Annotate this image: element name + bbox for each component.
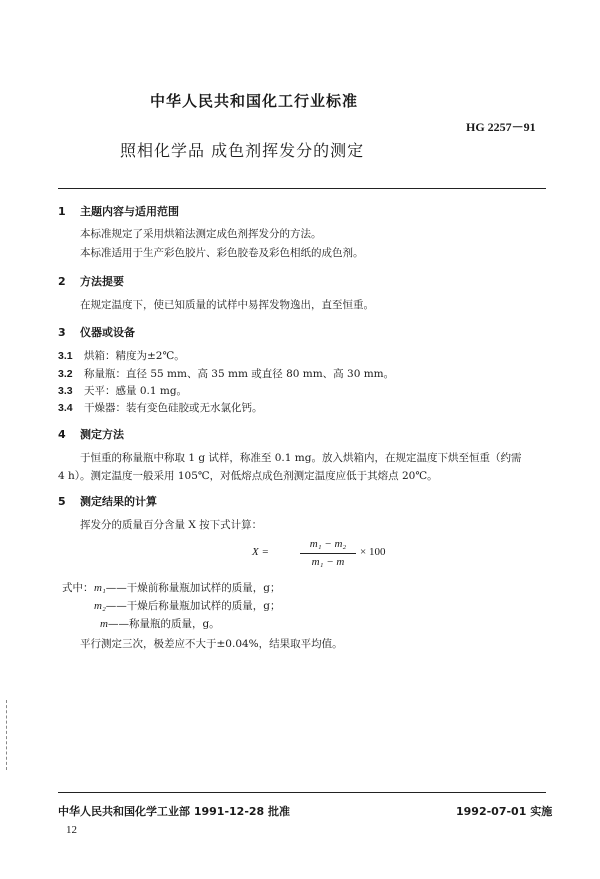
variable-symbol: m₁: [94, 582, 106, 594]
standard-header-title: 中华人民共和国化工行业标准: [150, 92, 359, 110]
formula-numerator: m₁ − m₂: [309, 538, 347, 550]
variable-definition: [94, 598, 281, 613]
section-title: 方法提要: [80, 275, 124, 288]
list-item: [58, 366, 394, 381]
variable-symbol: m₂: [94, 600, 106, 612]
item-text: 干燥器：装有变色硅胶或无水氯化钙。: [84, 402, 263, 414]
section-4-paragraph-line-2: 4 h）。测定温度一般采用 105℃，对低熔点成色剂测定温度应低于其熔点 20℃。: [58, 470, 438, 482]
item-number: 3.1: [58, 350, 73, 362]
formula-rhs: × 100: [360, 546, 386, 558]
section-number: 1: [58, 205, 66, 218]
footer-rule: [58, 792, 546, 793]
section-4-heading: [58, 426, 124, 442]
section-2-paragraph-1: 在规定温度下，使已知质量的试样中易挥发物逸出，直至恒重。: [80, 299, 374, 311]
section-3-heading: [58, 324, 135, 340]
section-number: 4: [58, 428, 66, 441]
section-1-paragraph-2: 本标准适用于生产彩色胶片、彩色胶卷及彩色相纸的成色剂。: [80, 247, 364, 259]
fraction-bar: [300, 553, 356, 554]
list-item: [58, 400, 263, 415]
section-4-paragraph-line-1: 于恒重的称量瓶中称取 1 g 试样，称准至 0.1 mg。放入烘箱内，在规定温度下烘至恒重（约需: [80, 452, 522, 464]
section-number: 3: [58, 326, 66, 339]
where-label: 式中：: [62, 582, 94, 594]
header-rule: [58, 188, 546, 189]
scan-margin-mark: [6, 700, 8, 770]
variable-symbol: m: [100, 618, 108, 630]
list-item: [58, 383, 187, 398]
formula-lhs: X =: [252, 546, 269, 558]
variable-definition: [94, 580, 281, 595]
approval-line: 中华人民共和国化学工业部 1991-12-28 批准: [58, 805, 291, 818]
list-item: [58, 348, 185, 363]
section-title: 测定结果的计算: [80, 495, 157, 508]
item-text: 称量瓶：直径 55 mm、高 35 mm 或直径 80 mm、高 30 mm。: [84, 368, 395, 380]
variable-description: ——称量瓶的质量，g。: [107, 618, 220, 630]
section-5-heading: [58, 493, 157, 509]
item-number: 3.2: [58, 368, 73, 380]
variable-description: ——干燥后称量瓶加试样的质量，g；: [105, 600, 281, 612]
implementation-date: 1992-07-01 实施: [456, 805, 553, 818]
page-number: 12: [66, 824, 77, 836]
standard-code: HG 2257－91: [466, 120, 536, 134]
item-number: 3.3: [58, 385, 73, 397]
section-number: 5: [58, 495, 66, 508]
section-1-heading: [58, 203, 179, 219]
section-title: 测定方法: [80, 428, 124, 441]
formula-denominator: m₁ − m: [311, 556, 345, 568]
closing-paragraph: 平行测定三次，极差应不大于±0.04%，结果取平均值。: [80, 638, 343, 650]
item-text: 天平：感量 0.1 mg。: [84, 385, 188, 397]
section-2-heading: [58, 273, 124, 289]
variable-definition: [100, 616, 220, 631]
item-text: 烘箱：精度为±2℃。: [84, 350, 185, 362]
document-title: 照相化学品 成色剂挥发分的测定: [120, 141, 365, 160]
section-1-paragraph-1: 本标准规定了采用烘箱法测定成色剂挥发分的方法。: [80, 228, 322, 240]
variable-description: ——干燥前称量瓶加试样的质量，g；: [105, 582, 281, 594]
item-number: 3.4: [58, 402, 73, 414]
section-title: 仪器或设备: [80, 326, 135, 339]
section-title: 主题内容与适用范围: [80, 205, 179, 218]
section-number: 2: [58, 275, 66, 288]
formula-intro: 挥发分的质量百分含量 X 按下式计算：: [80, 519, 263, 531]
